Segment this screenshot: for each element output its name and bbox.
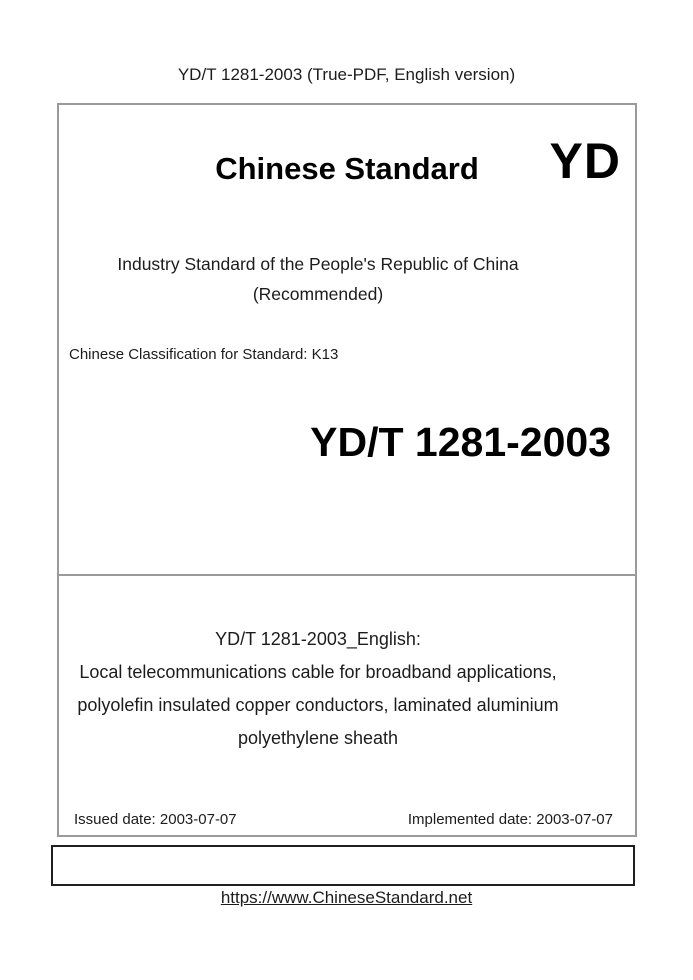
title-line-3: polyethylene sheath bbox=[237, 728, 399, 748]
classification-line: Chinese Classification for Standard: K13 bbox=[69, 346, 339, 363]
org-line-2: (Recommended) bbox=[252, 284, 384, 304]
org-block bbox=[59, 249, 577, 309]
title-line-2: polyolefin insulated copper conductors, laminated aluminium bbox=[77, 695, 559, 715]
page-header-text: YD/T 1281-2003 (True-PDF, English version) bbox=[177, 65, 516, 84]
cover-main-box bbox=[57, 103, 637, 837]
empty-footer-box bbox=[51, 845, 635, 886]
section-divider bbox=[57, 574, 637, 576]
implemented-date: Implemented date: 2003-07-07 bbox=[407, 811, 613, 828]
title-heading: YD/T 1281-2003_English: bbox=[215, 629, 421, 649]
issued-date: Issued date: 2003-07-07 bbox=[74, 811, 237, 828]
brand-title: Chinese Standard bbox=[215, 151, 479, 186]
brand-code: YD bbox=[549, 133, 621, 189]
english-title-block bbox=[59, 623, 577, 755]
website-link[interactable]: https://www.ChineseStandard.net bbox=[220, 888, 473, 907]
standard-number: YD/T 1281-2003 bbox=[310, 419, 611, 465]
dates-row bbox=[74, 811, 613, 828]
title-line-1: Local telecommunications cable for broadband applications, bbox=[79, 662, 557, 682]
org-line-1: Industry Standard of the People's Republic of China bbox=[117, 254, 519, 274]
footer-link-wrap bbox=[0, 888, 693, 908]
